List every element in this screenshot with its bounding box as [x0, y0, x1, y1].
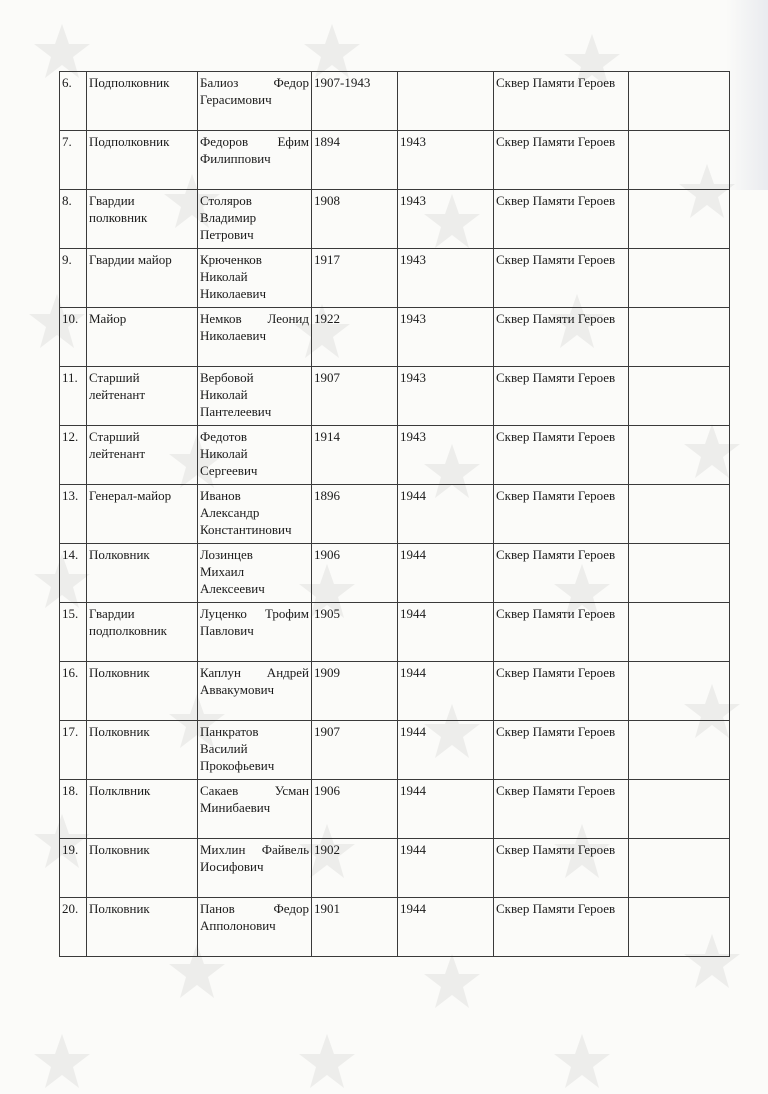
- full-name: [198, 898, 312, 957]
- name-line: Столяров: [200, 193, 252, 208]
- birth-year: 1909: [312, 662, 398, 721]
- table-row: [60, 72, 730, 131]
- name-line: Павлович: [200, 623, 254, 638]
- death-year: 1943: [398, 131, 494, 190]
- row-number: 18.: [60, 780, 87, 839]
- burial-place: Сквер Памяти Героев: [494, 662, 629, 721]
- notes-cell: [629, 131, 730, 190]
- name-line: Василий: [200, 741, 248, 756]
- row-number: 17.: [60, 721, 87, 780]
- name-line: Михлин Файвель: [200, 842, 309, 857]
- table-row: [60, 603, 730, 662]
- birth-year: 1902: [312, 839, 398, 898]
- row-number: 8.: [60, 190, 87, 249]
- military-rank: Старший лейтенант: [87, 367, 198, 426]
- burial-registry-table: [59, 71, 730, 957]
- name-line: Алексеевич: [200, 581, 265, 596]
- row-number: 12.: [60, 426, 87, 485]
- name-line: Николаевич: [200, 328, 266, 343]
- military-rank: Подполковник: [87, 131, 198, 190]
- notes-cell: [629, 780, 730, 839]
- death-year: 1944: [398, 780, 494, 839]
- notes-cell: [629, 721, 730, 780]
- row-number: 11.: [60, 367, 87, 426]
- birth-year: 1906: [312, 780, 398, 839]
- birth-year: 1901: [312, 898, 398, 957]
- burial-place: Сквер Памяти Героев: [494, 190, 629, 249]
- name-line: Панов Федор: [200, 901, 309, 916]
- death-year: 1943: [398, 308, 494, 367]
- name-line: Петрович: [200, 227, 254, 242]
- notes-cell: [629, 72, 730, 131]
- full-name: [198, 72, 312, 131]
- name-line: Филиппович: [200, 151, 271, 166]
- death-year: 1944: [398, 839, 494, 898]
- burial-place: Сквер Памяти Героев: [494, 72, 629, 131]
- death-year: 1943: [398, 249, 494, 308]
- full-name: [198, 780, 312, 839]
- military-rank: Полковник: [87, 898, 198, 957]
- burial-place: Сквер Памяти Героев: [494, 249, 629, 308]
- row-number: 16.: [60, 662, 87, 721]
- table-row: [60, 308, 730, 367]
- notes-cell: [629, 308, 730, 367]
- name-line: Александр: [200, 505, 260, 520]
- death-year: 1944: [398, 898, 494, 957]
- military-rank: Майор: [87, 308, 198, 367]
- name-line: Лозинцев: [200, 547, 253, 562]
- military-rank: Полковник: [87, 662, 198, 721]
- name-line: Николай: [200, 269, 248, 284]
- full-name: [198, 367, 312, 426]
- star-stamp-icon: [295, 1030, 359, 1094]
- name-line: Луценко Трофим: [200, 606, 309, 621]
- table-row: [60, 367, 730, 426]
- name-line: Крюченков: [200, 252, 262, 267]
- row-number: 20.: [60, 898, 87, 957]
- row-number: 9.: [60, 249, 87, 308]
- table-row: [60, 190, 730, 249]
- name-line: Минибаевич: [200, 800, 271, 815]
- military-rank: Гвардии полковник: [87, 190, 198, 249]
- death-year: 1943: [398, 426, 494, 485]
- name-line: Константинович: [200, 522, 292, 537]
- birth-year: 1906: [312, 544, 398, 603]
- notes-cell: [629, 603, 730, 662]
- full-name: [198, 721, 312, 780]
- full-name: [198, 603, 312, 662]
- notes-cell: [629, 426, 730, 485]
- star-stamp-icon: [30, 1030, 94, 1094]
- name-line: Прокофьевич: [200, 758, 275, 773]
- burial-place: Сквер Памяти Героев: [494, 367, 629, 426]
- full-name: [198, 485, 312, 544]
- row-number: 15.: [60, 603, 87, 662]
- burial-place: Сквер Памяти Героев: [494, 426, 629, 485]
- birth-year: 1917: [312, 249, 398, 308]
- name-line: Каплун Андрей: [200, 665, 309, 680]
- row-number: 14.: [60, 544, 87, 603]
- birth-year: 1914: [312, 426, 398, 485]
- burial-place: Сквер Памяти Героев: [494, 780, 629, 839]
- death-year: 1943: [398, 190, 494, 249]
- name-line: Немков Леонид: [200, 311, 309, 326]
- name-line: Николай: [200, 446, 248, 461]
- star-stamp-icon: [550, 1030, 614, 1094]
- military-rank: Гвардии майор: [87, 249, 198, 308]
- table-row: [60, 426, 730, 485]
- name-line: Пантелеевич: [200, 404, 272, 419]
- burial-place: Сквер Памяти Героев: [494, 839, 629, 898]
- name-line: Сакаев Усман: [200, 783, 309, 798]
- name-line: Федоров Ефим: [200, 134, 309, 149]
- burial-place: Сквер Памяти Героев: [494, 308, 629, 367]
- death-year: 1944: [398, 544, 494, 603]
- notes-cell: [629, 249, 730, 308]
- table-row: [60, 131, 730, 190]
- notes-cell: [629, 190, 730, 249]
- row-number: 13.: [60, 485, 87, 544]
- full-name: [198, 544, 312, 603]
- military-rank: Старший лейтенант: [87, 426, 198, 485]
- name-line: Вербовой: [200, 370, 254, 385]
- military-rank: Гвардии подполковник: [87, 603, 198, 662]
- full-name: [198, 662, 312, 721]
- full-name: [198, 426, 312, 485]
- table-row: [60, 898, 730, 957]
- military-rank: Полковник: [87, 544, 198, 603]
- table-row: [60, 249, 730, 308]
- name-line: Панкратов: [200, 724, 259, 739]
- row-number: 10.: [60, 308, 87, 367]
- birth-year: 1896: [312, 485, 398, 544]
- full-name: [198, 249, 312, 308]
- name-line: Иосифович: [200, 859, 264, 874]
- full-name: [198, 308, 312, 367]
- burial-place: Сквер Памяти Героев: [494, 485, 629, 544]
- notes-cell: [629, 662, 730, 721]
- birth-year: 1905: [312, 603, 398, 662]
- name-line: Аввакумович: [200, 682, 275, 697]
- name-line: Герасимович: [200, 92, 272, 107]
- name-line: Балиоз Федор: [200, 75, 309, 90]
- birth-year: 1907: [312, 367, 398, 426]
- death-year: 1943: [398, 367, 494, 426]
- military-rank: Полковник: [87, 839, 198, 898]
- name-line: Иванов: [200, 488, 241, 503]
- scan-edge-shadow: [726, 0, 768, 190]
- notes-cell: [629, 839, 730, 898]
- name-line: Николай: [200, 387, 248, 402]
- burial-place: Сквер Памяти Героев: [494, 603, 629, 662]
- name-line: Сергеевич: [200, 463, 258, 478]
- table-row: [60, 839, 730, 898]
- death-year: 1944: [398, 721, 494, 780]
- notes-cell: [629, 898, 730, 957]
- death-year: 1944: [398, 662, 494, 721]
- row-number: 6.: [60, 72, 87, 131]
- full-name: [198, 190, 312, 249]
- notes-cell: [629, 544, 730, 603]
- full-name: [198, 131, 312, 190]
- name-line: Владимир: [200, 210, 257, 225]
- table-row: [60, 544, 730, 603]
- burial-place: Сквер Памяти Героев: [494, 898, 629, 957]
- military-rank: Подполковник: [87, 72, 198, 131]
- name-line: Апполонович: [200, 918, 276, 933]
- death-year: [398, 72, 494, 131]
- table-row: [60, 721, 730, 780]
- military-rank: Генерал-майор: [87, 485, 198, 544]
- notes-cell: [629, 367, 730, 426]
- military-rank: Полклвник: [87, 780, 198, 839]
- birth-year: 1894: [312, 131, 398, 190]
- military-rank: Полковник: [87, 721, 198, 780]
- birth-year: 1922: [312, 308, 398, 367]
- birth-year: 1907-1943: [312, 72, 398, 131]
- birth-year: 1907: [312, 721, 398, 780]
- name-line: Федотов: [200, 429, 247, 444]
- table-row: [60, 485, 730, 544]
- birth-year: 1908: [312, 190, 398, 249]
- star-stamp-icon: [420, 950, 484, 1014]
- burial-place: Сквер Памяти Героев: [494, 544, 629, 603]
- name-line: Михаил: [200, 564, 245, 579]
- death-year: 1944: [398, 485, 494, 544]
- full-name: [198, 839, 312, 898]
- name-line: Николаевич: [200, 286, 266, 301]
- table-row: [60, 662, 730, 721]
- burial-place: Сквер Памяти Героев: [494, 131, 629, 190]
- table-row: [60, 780, 730, 839]
- notes-cell: [629, 485, 730, 544]
- burial-place: Сквер Памяти Героев: [494, 721, 629, 780]
- death-year: 1944: [398, 603, 494, 662]
- row-number: 7.: [60, 131, 87, 190]
- row-number: 19.: [60, 839, 87, 898]
